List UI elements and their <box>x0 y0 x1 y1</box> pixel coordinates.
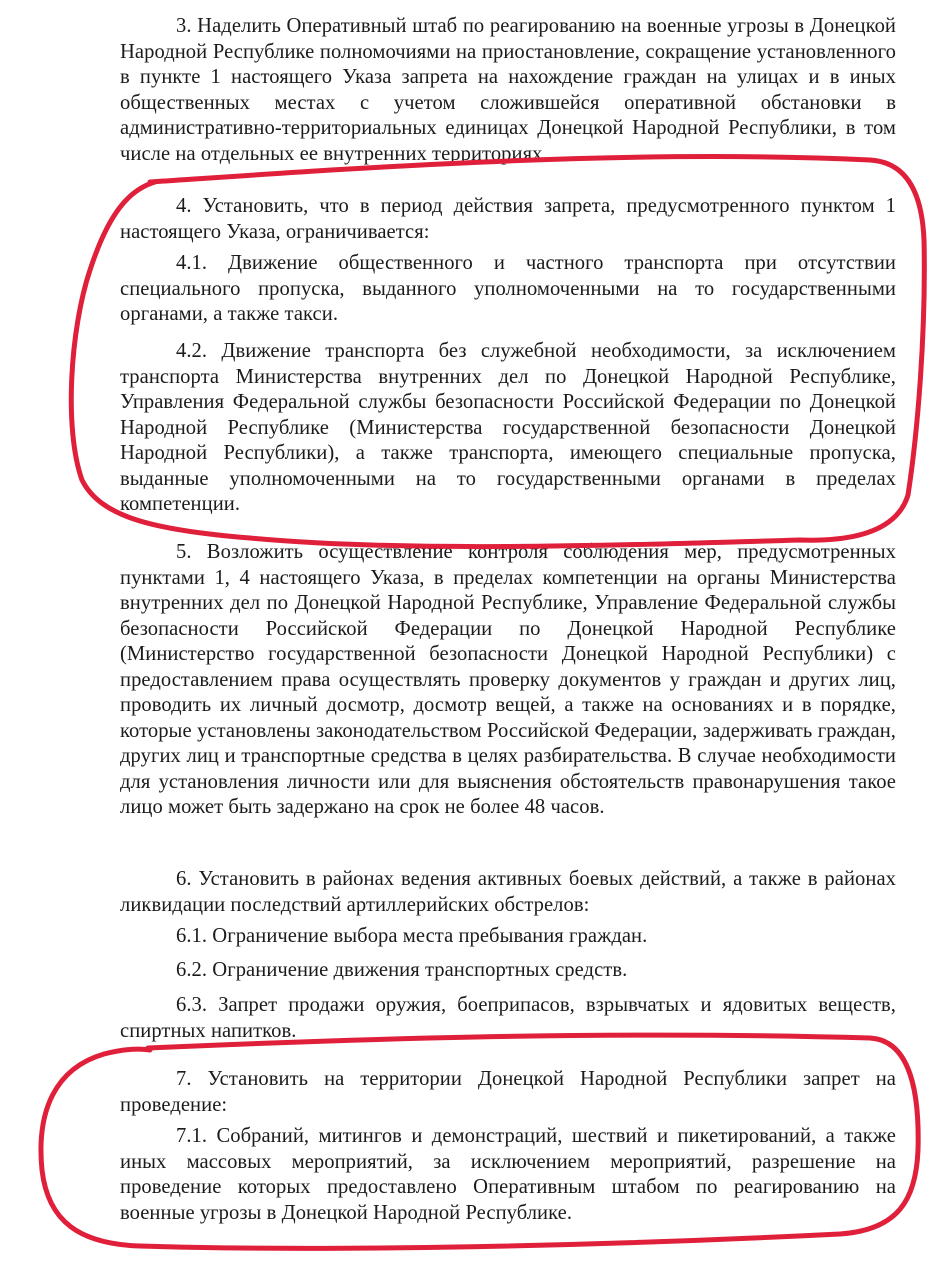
paragraph-6-3: 6.3. Запрет продажи оружия, боеприпасов, взрывчатых и ядовитых веществ, спиртных напитков. <box>120 994 896 1042</box>
paragraph-5: 5. Возложить осуществление контроля соблюдения мер, предусмотренных пунктами 1, 4 настоящего Указа, в пределах компетенции на органы Министерства внутренних дел по Донецкой Народной Республике, Управление Федеральной службы безопасности Российской Федерации по Донецкой Народной Республике (Министерство государственной безопасности Донецкой Народной Республики) с предоставлением права осуществлять проверку документов у граждан и других лиц, проводить их личный досмотр, досмотр вещей, а также на основаниях и в порядке, которые установлены законодательством Российской Федерации, задерживать граждан, других лиц и транспортные средства в целях разбирательства. В случае необходимости для установления личности или для выяснения обстоятельств правонарушения такое лицо может быть задержано на срок не более 48 часов. <box>120 541 896 818</box>
paragraph-7: 7. Установить на территории Донецкой Народной Республики запрет на проведение: <box>120 1068 896 1116</box>
paragraph-7-1: 7.1. Собраний, митингов и демонстраций, шествий и пикетирований, а также иных массовых мероприятий, за исключением мероприятий, разрешение на проведение которых предоставлено Оперативным штабом по реагированию на военные угрозы в Донецкой Народной Республике. <box>120 1125 896 1224</box>
paragraph-4: 4. Установить, что в период действия запрета, предусмотренного пунктом 1 настоящего Указа, ограничивается: <box>120 195 896 243</box>
paragraph-3: 3. Наделить Оперативный штаб по реагированию на военные угрозы в Донецкой Народной Республике полномочиями на приостановление, сокращение установленного в пункте 1 настоящего Указа запрета на нахождение граждан на улицах и в иных общественных местах с учетом сложившейся оперативной обстановки в административно-территориальных единицах Донецкой Народной Республики, в том числе на отдельных ее внутренних территориях. <box>120 15 896 165</box>
paragraph-4-1: 4.1. Движение общественного и частного транспорта при отсутствии специального пропуска, выданного уполномоченными на то государственными органами, а также такси. <box>120 252 896 325</box>
paragraph-4-2: 4.2. Движение транспорта без служебной необходимости, за исключением транспорта Министерства внутренних дел по Донецкой Народной Республике, Управления Федеральной службы безопасности Российской Федерации по Донецкой Народной Республике (Министерства государственной безопасности Донецкой Народной Республики), а также транспорта, имеющего специальные пропуска, выданные уполномоченными на то государственными органами в пределах компетенции. <box>120 340 896 515</box>
paragraph-6: 6. Установить в районах ведения активных боевых действий, а также в районах ликвидации последствий артиллерийских обстрелов: <box>120 868 896 916</box>
paragraph-6-1: 6.1. Ограничение выбора места пребывания граждан. <box>176 925 648 947</box>
paragraph-6-2: 6.2. Ограничение движения транспортных средств. <box>176 959 628 981</box>
